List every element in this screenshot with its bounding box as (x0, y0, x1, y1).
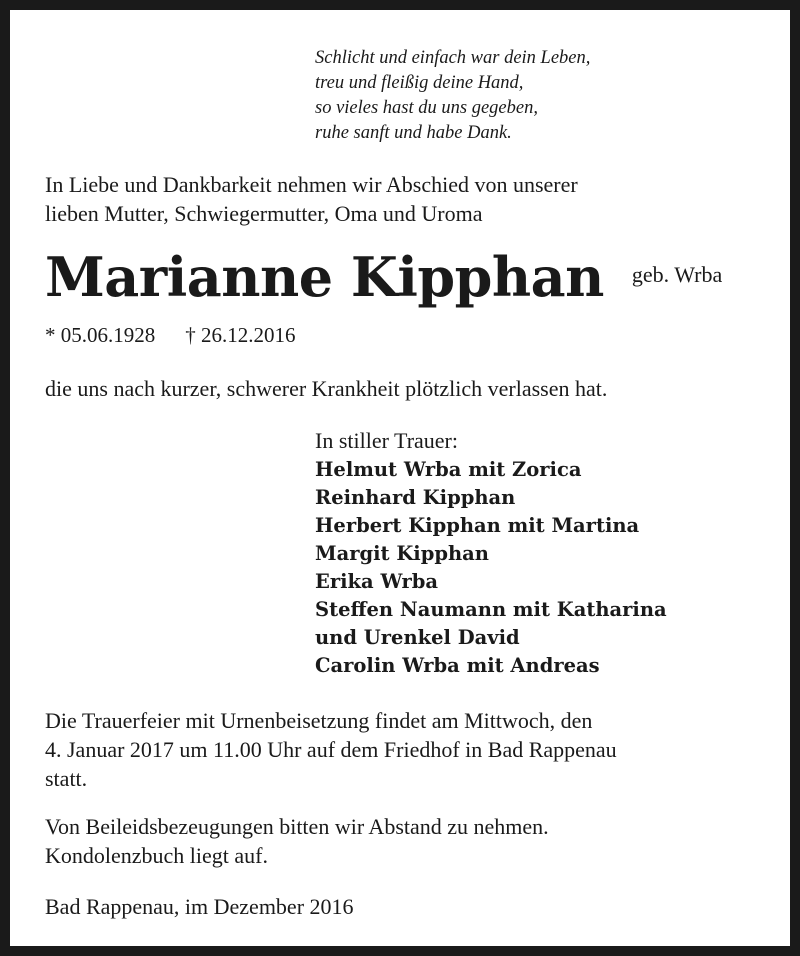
mourners-label: In stiller Trauer: (315, 428, 458, 453)
mourner-name: Carolin Wrba mit Andreas (315, 654, 600, 677)
intro-line: lieben Mutter, Schwiegermutter, Oma und Uroma (45, 201, 483, 226)
mourner-name: Erika Wrba (315, 570, 439, 593)
intro-line: In Liebe und Dankbarkeit nehmen wir Abschied von unserer (45, 172, 578, 197)
poem (315, 46, 590, 146)
deceased-name-row (45, 242, 722, 312)
intro-text (45, 170, 775, 228)
mourner-name: Helmut Wrba mit Zorica (315, 458, 582, 481)
funeral-line: statt. (45, 766, 88, 791)
maiden-name: geb. Wrba (631, 262, 723, 287)
mourner-name: und Urenkel David (315, 626, 520, 649)
poem-line: so vieles hast du uns gegeben, (315, 98, 538, 118)
life-dates (45, 320, 296, 350)
birth-date: * 05.06.1928 (45, 323, 156, 347)
passing-text: die uns nach kurzer, schwerer Krankheit plötzlich verlassen hat. (45, 376, 608, 401)
condolence-note (45, 812, 775, 870)
poem-line: treu und fleißig deine Hand, (315, 73, 524, 93)
mourner-name: Steffen Naumann mit Katharina (315, 598, 667, 621)
place-and-date: Bad Rappenau, im Dezember 2016 (45, 894, 354, 919)
condolence-line: Von Beileidsbezeugungen bitten wir Abstand zu nehmen. (45, 814, 549, 839)
mourner-name: Margit Kipphan (315, 542, 489, 565)
mourner-name: Herbert Kipphan mit Martina (315, 514, 640, 537)
mourners-block (315, 426, 667, 680)
funeral-line: 4. Januar 2017 um 11.00 Uhr auf dem Friedhof in Bad Rappenau (45, 737, 617, 762)
condolence-line: Kondolenzbuch liegt auf. (45, 843, 268, 868)
deceased-name: Marianne Kipphan (45, 245, 604, 309)
funeral-info (45, 706, 775, 793)
poem-line: Schlicht und einfach war dein Leben, (315, 48, 591, 68)
death-date: † 26.12.2016 (185, 323, 296, 347)
funeral-line: Die Trauerfeier mit Urnenbeisetzung findet am Mittwoch, den (45, 708, 593, 733)
poem-line: ruhe sanft und habe Dank. (315, 123, 512, 143)
mourner-name: Reinhard Kipphan (315, 486, 516, 509)
